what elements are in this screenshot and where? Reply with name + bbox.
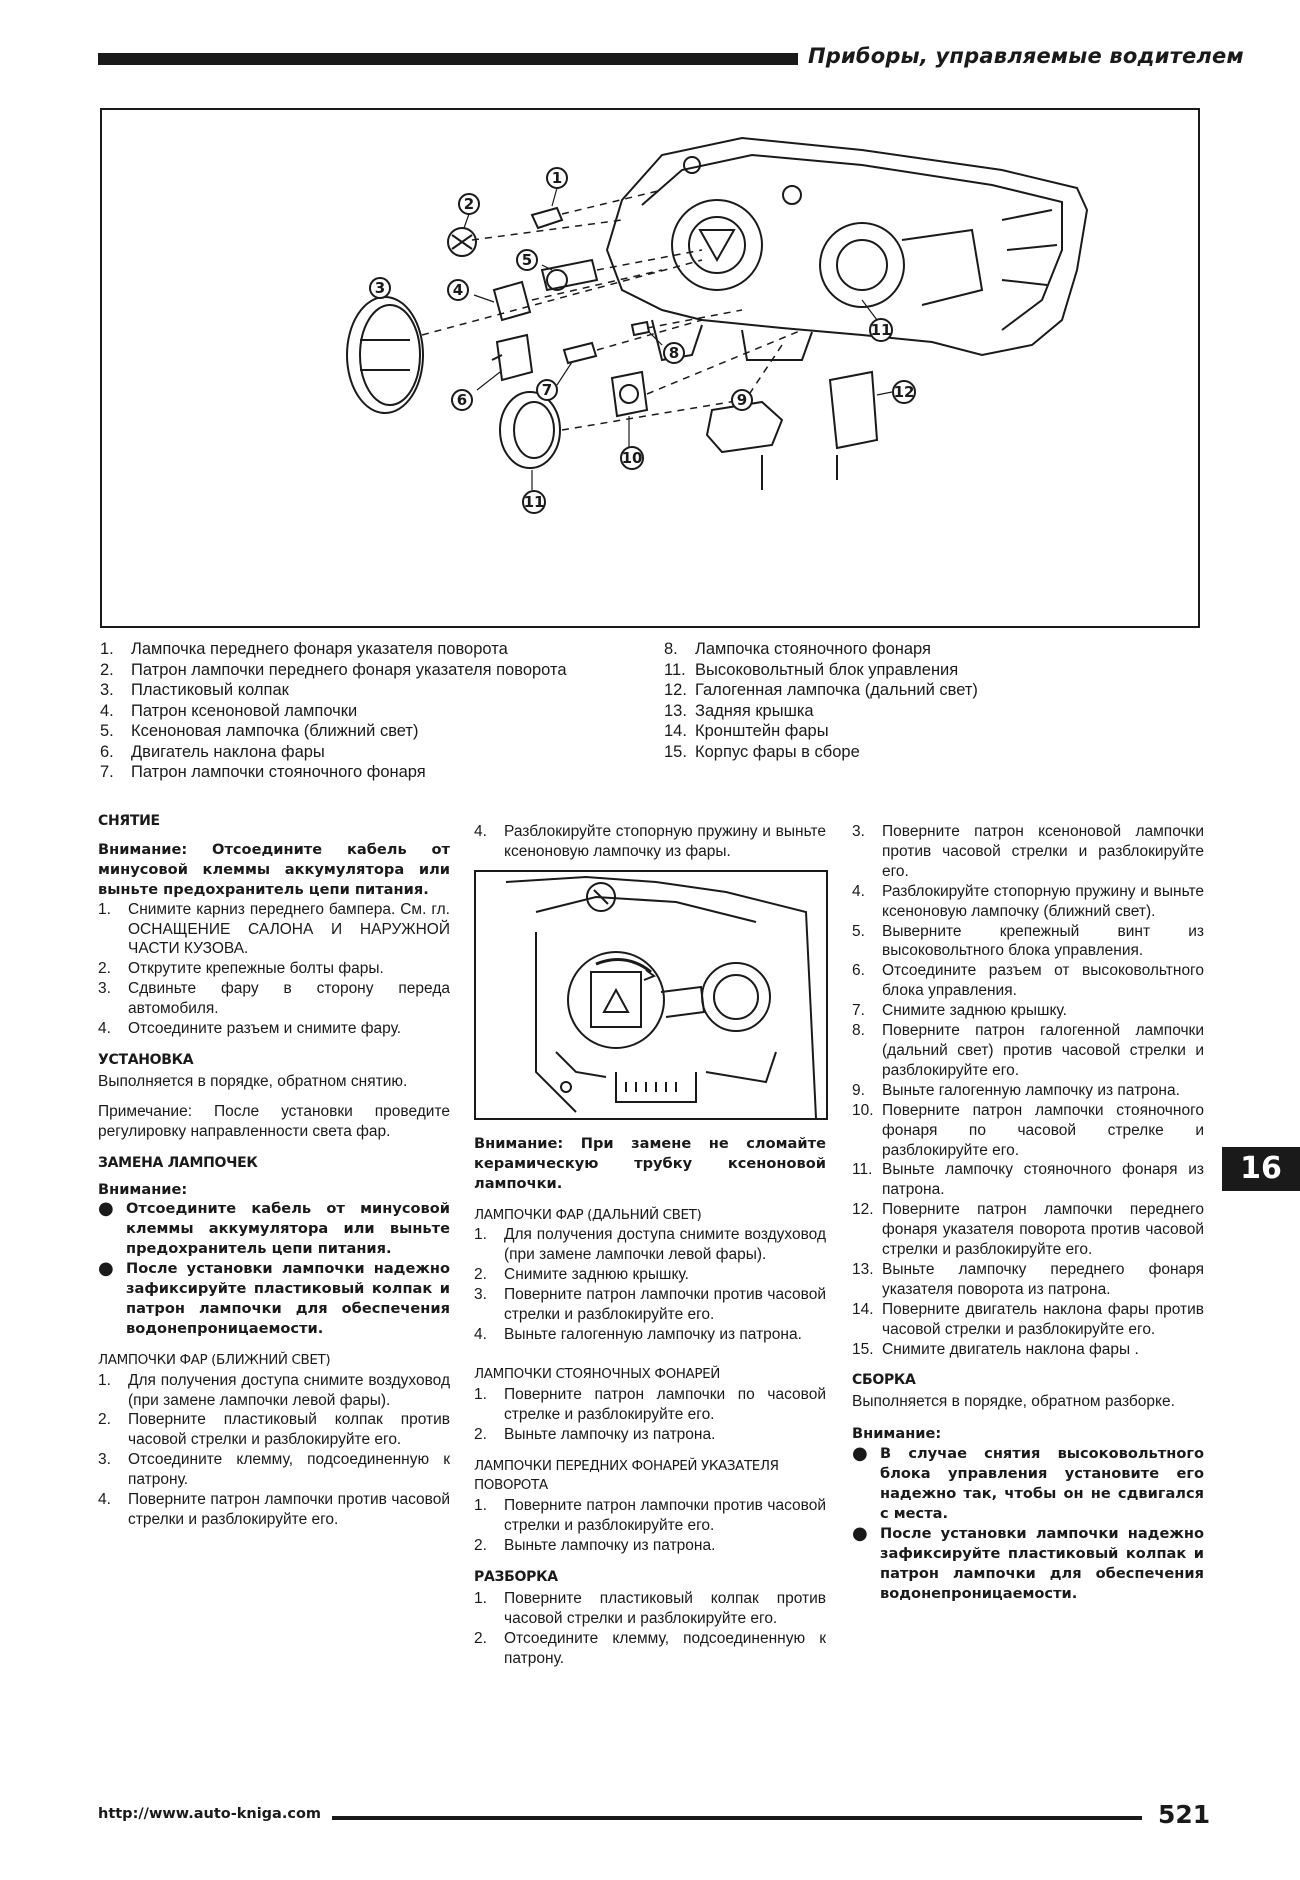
list-item: 3. Поверните патрон лампочки против часовой стрелки и разблокируйте его. [474, 1286, 826, 1324]
callout-9: 9 [736, 391, 748, 409]
section-heading-removal: СНЯТИЕ [98, 813, 160, 829]
list-item: 13. Выньте лампочку переднего фонаря указателя поворота из патрона. [852, 1260, 1204, 1298]
callout-12: 12 [893, 383, 915, 401]
legend-item: 7. Патрон лампочки стояночного фонаря [100, 763, 426, 781]
list-item: 6. Отсоедините разъем от высоковольтного блока управления. [852, 962, 1204, 1000]
list-item: 3. Отсоедините клемму, подсоединенную к патрону. [98, 1451, 450, 1489]
callout-10: 10 [621, 449, 643, 467]
list-item: 1. Поверните патрон лампочки по часовой стрелке и разблокируйте его. [474, 1385, 826, 1423]
illustration-drawing [476, 872, 826, 1118]
section-heading-disassembly: РАЗБОРКА [474, 1569, 558, 1586]
xenon-warning: Внимание: При замене не сломайте керамическую трубку ксеноновой лампочки. [474, 1134, 826, 1192]
legend-item: 4. Патрон ксеноновой лампочки [100, 701, 358, 720]
column-1 [98, 812, 450, 1530]
legend-item: 12. Галогенная лампочка (дальний свет) [664, 681, 978, 699]
warning-label: Внимание: [98, 1180, 188, 1198]
list-item: 7. Снимите заднюю крышку. [852, 1002, 1067, 1020]
warning-label: Внимание: [852, 1425, 942, 1443]
warning-bullet: ● После установки лампочки надежно зафиксируйте пластиковый колпак и патрон лампочки для обеспечения водонепроницаемости. [98, 1258, 450, 1337]
list-item: 4. Разблокируйте стопорную пружину и выньте ксеноновую лампочку (ближний свет). [852, 882, 1204, 920]
list-item: 2. Снимите заднюю крышку. [474, 1266, 689, 1284]
list-item: 4. Поверните патрон лампочки против часовой стрелки и разблокируйте его. [98, 1491, 450, 1528]
legend-item: 2. Патрон лампочки переднего фонаря указателя поворота [100, 660, 567, 679]
header-rule [98, 53, 798, 65]
list-item: 2. Выньте лампочку из патрона. [474, 1425, 716, 1443]
legend-item: 8. Лампочка стояночного фонаря [664, 640, 931, 658]
callout-11-block: 11 [870, 321, 892, 339]
list-item: 14. Поверните двигатель наклона фары против часовой стрелки и разблокируйте его. [852, 1300, 1204, 1338]
warning-text: Внимание: Отсоедините кабель от минусовой клеммы аккумулятора или выньте предохранитель цепи питания. [98, 840, 450, 898]
subheading-high-beam: ЛАМПОЧКИ ФАР (ДАЛЬНИЙ СВЕТ) [474, 1206, 702, 1223]
headlamp-exploded-diagram [100, 108, 1200, 628]
callout-4: 4 [452, 281, 464, 299]
section-heading-install: УСТАНОВКА [98, 1051, 194, 1068]
list-item: 4. Отсоедините разъем и снимите фару. [98, 1020, 402, 1038]
list-item: 9. Выньте галогенную лампочку из патрона. [852, 1081, 1180, 1099]
callout-8: 8 [668, 344, 680, 362]
callout-3: 3 [374, 279, 386, 297]
legend-left [100, 639, 567, 783]
warning-bullet: ● Отсоедините кабель от минусовой клеммы аккумулятора или выньте предохранитель цепи питания. [98, 1198, 450, 1258]
section-heading-bulbs: ЗАМЕНА ЛАМПОЧЕК [98, 1154, 258, 1171]
legend-item: 3. Пластиковый колпак [100, 681, 289, 699]
list-item: 3. Поверните патрон ксеноновой лампочки против часовой стрелки и разблокируйте его. [852, 823, 1204, 880]
legend-item: 15. Корпус фары в сборе [664, 742, 860, 761]
paragraph: Выполняется в порядке, обратном снятию. [98, 1072, 408, 1090]
subheading-turn-signal: ЛАМПОЧКИ ПЕРЕДНИХ ФОНАРЕЙ УКАЗАТЕЛЯ ПОВОРОТА [474, 1457, 779, 1494]
list-item: 1. Поверните пластиковый колпак против часовой стрелки и разблокируйте его. [474, 1589, 826, 1627]
list-item: 1. Для получения доступа снимите воздуховод (при замене лампочки левой фары). [98, 1371, 450, 1409]
note: Примечание: После установки проведите регулировку направленности света фар. [98, 1102, 450, 1140]
legend-right [664, 639, 978, 762]
page-number: 521 [1158, 1800, 1211, 1829]
list-item: 2. Открутите крепежные болты фары. [98, 960, 384, 978]
legend-item: 6. Двигатель наклона фары [100, 742, 325, 761]
list-item: 8. Поверните патрон галогенной лампочки (дальний свет) против часовой стрелки и разблокируйте его. [852, 1022, 1204, 1079]
legend-item: 1. Лампочка переднего фонаря указателя поворота [100, 640, 508, 658]
list-item: 2. Выньте лампочку из патрона. [474, 1537, 716, 1555]
column-3 [852, 822, 1204, 1603]
warning-bullet: ● После установки лампочки надежно зафиксируйте пластиковый колпак и патрон лампочки для обеспечения водонепроницаемости. [852, 1522, 1204, 1602]
paragraph: Выполняется в порядке, обратном разборке. [852, 1393, 1175, 1411]
list-item: 1. Поверните патрон лампочки против часовой стрелки и разблокируйте его. [474, 1497, 826, 1535]
callout-11-ring: 11 [523, 493, 545, 511]
callout-2: 2 [463, 195, 475, 213]
chapter-title: Приборы, управляемые водителем [808, 44, 1244, 68]
legend-item: 13. Задняя крышка [664, 701, 814, 720]
list-item: 15. Снимите двигатель наклона фары . [852, 1340, 1139, 1358]
diagram-drawing [102, 110, 1198, 626]
warning-bullet: ● В случае снятия высоковольтного блока управления установите его надежно так, чтобы он не сдвигался с места. [852, 1443, 1204, 1522]
callout-6: 6 [456, 391, 468, 409]
list-item: 1. Для получения доступа снимите воздуховод (при замене лампочки левой фары). [474, 1226, 826, 1264]
subheading-low-beam: ЛАМПОЧКИ ФАР (БЛИЖНИЙ СВЕТ) [98, 1351, 331, 1368]
callout-1: 1 [551, 169, 563, 187]
xenon-bulb-illustration [474, 870, 828, 1120]
column-2 [474, 822, 826, 1669]
list-item: 4. Разблокируйте стопорную пружину и выньте ксеноновую лампочку из фары. [474, 823, 826, 860]
legend-item: 11. Высоковольтный блок управления [664, 660, 959, 679]
legend-item: 5. Ксеноновая лампочка (ближний свет) [100, 722, 419, 740]
subheading-parking: ЛАМПОЧКИ СТОЯНОЧНЫХ ФОНАРЕЙ [474, 1365, 720, 1382]
list-item: 2. Поверните пластиковый колпак против часовой стрелки и разблокируйте его. [98, 1411, 450, 1449]
legend-item: 14. Кронштейн фары [664, 722, 829, 740]
list-item: 11. Выньте лампочку стояночного фонаря из патрона. [852, 1161, 1204, 1199]
callout-5: 5 [521, 251, 533, 269]
section-heading-assembly: СБОРКА [852, 1372, 916, 1389]
list-item: 2. Отсоедините клемму, подсоединенную к патрону. [474, 1629, 826, 1667]
list-item: 5. Выверните крепежный винт из высоковольтного блока управления. [852, 922, 1204, 960]
chapter-tab: 16 [1222, 1147, 1300, 1191]
callout-7: 7 [541, 381, 553, 399]
footer-url: http://www.auto-kniga.com [98, 1806, 322, 1822]
list-item: 1. Снимите карниз переднего бампера. См. гл. ОСНАЩЕНИЕ САЛОНА И НАРУЖНОЙ ЧАСТИ КУЗОВА. [98, 900, 450, 958]
list-item: 3. Сдвиньте фару в сторону переда автомобиля. [98, 980, 450, 1018]
footer-rule [332, 1816, 1142, 1820]
list-item: 10. Поверните патрон лампочки стояночного фонаря по часовой стрелке и разблокируйте его. [852, 1101, 1204, 1159]
list-item: 4. Выньте галогенную лампочку из патрона. [474, 1325, 802, 1343]
list-item: 12. Поверните патрон лампочки переднего фонаря указателя поворота против часовой стрелки и разблокируйте его. [852, 1201, 1204, 1259]
